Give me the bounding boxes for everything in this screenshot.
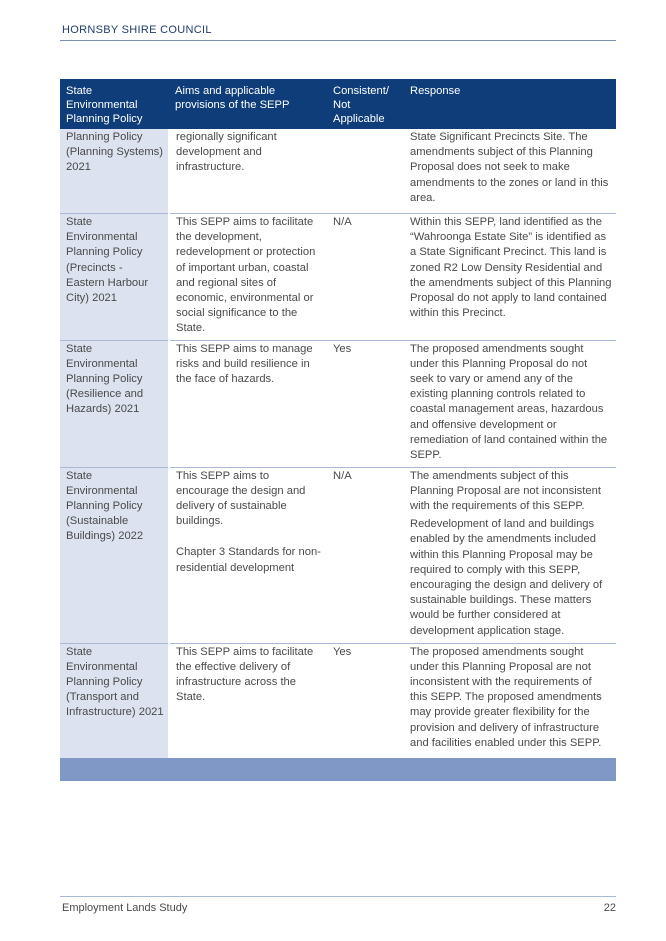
aims-cell	[169, 643, 327, 758]
aims-text: Chapter 3 Standards for non-residential development	[176, 546, 321, 574]
consistent-cell: N/A	[327, 467, 404, 643]
policy-cell: State Environmental Planning Policy (Resilience and Hazards) 2021	[60, 340, 169, 467]
aims-cell	[169, 340, 327, 467]
column-header-aims: Aims and applicable provisions of the SEPP	[169, 79, 327, 129]
response-cell	[404, 467, 616, 643]
table-row	[60, 467, 616, 643]
table-row	[60, 129, 616, 214]
page-number: 22	[603, 902, 616, 914]
column-header-policy: State Environmental Planning Policy	[60, 79, 169, 129]
consistent-cell: Yes	[333, 645, 352, 658]
aims-text: This SEPP aims to encourage the design and delivery of sustainable buildings.	[176, 469, 306, 528]
policy-cell: State Environmental Planning Policy (Transport and Infrastructure) 2021	[60, 643, 169, 758]
response-text: Within this SEPP, land identified as the “Wahroonga Estate Site” is identified as a State Significant Precinct. This land is zoned R2 Low Density Residential and the amendments subject of this Planning Proposal do not apply to land contained within this Precinct.	[410, 216, 612, 320]
aims-text: This SEPP aims to facilitate the effective delivery of infrastructure across the State.	[176, 645, 314, 704]
aims-text: This SEPP aims to facilitate the development, redevelopment or protection of important urban, coastal and regional sites of economic, environmental or social significance to the State.	[176, 216, 316, 335]
sepp-table	[60, 79, 616, 781]
response-cell	[404, 129, 616, 214]
table-footer-band	[60, 758, 616, 781]
table-row	[60, 643, 616, 758]
policy-cell: State Environmental Planning Policy (Precincts - Eastern Harbour City) 2021	[60, 214, 169, 341]
aims-text: regionally significant development and infrastructure.	[176, 131, 277, 174]
policy-cell: State Environmental Planning Policy (Sustainable Buildings) 2022	[60, 467, 169, 643]
footer-divider	[60, 896, 616, 897]
column-header-response: Response	[404, 79, 616, 129]
table-row	[60, 214, 616, 341]
header-divider	[60, 40, 616, 41]
table-footer-band-cell	[60, 758, 616, 781]
consistent-cell: Yes	[327, 340, 404, 467]
table-header-row	[60, 79, 616, 129]
response-text: The proposed amendments sought under this Planning Proposal are not inconsistent with the requirements of this SEPP. The proposed amendments may provide greater flexibility for the provision and delivery of infrastructure and facilities enabled under this SEPP.	[410, 645, 602, 749]
response-cell	[404, 340, 616, 467]
consistent-cell: N/A	[327, 214, 404, 341]
aims-cell	[169, 467, 327, 643]
document-title: Employment Lands Study	[62, 902, 188, 914]
consistent-cell	[327, 129, 404, 214]
response-cell	[404, 643, 616, 758]
aims-cell	[169, 129, 327, 214]
organisation-name: HORNSBY SHIRE COUNCIL	[62, 24, 212, 36]
policy-cell: Planning Policy (Planning Systems) 2021	[60, 129, 169, 214]
response-text: State Significant Precincts Site. The amendments subject of this Planning Proposal does not seek to make amendments to the zones or land in this area.	[410, 131, 609, 204]
table-row	[60, 340, 616, 467]
aims-cell	[169, 214, 327, 341]
response-text: The proposed amendments sought under this Planning Proposal do not seek to vary or amend any of the existing planning controls related to coastal management areas, hazardous and offensive development or remediation of land contained within the SEPP.	[410, 342, 608, 462]
response-text: Redevelopment of land and buildings enabled by the amendments included within this Planning Proposal may be required to comply with this SEPP, encouraging the design and delivery of sustainable buildings. These matters would be further considered at development application stage.	[410, 518, 603, 637]
response-text: The amendments subject of this Planning Proposal are not inconsistent with the requirements of this SEPP.	[410, 469, 601, 513]
column-header-consistent: Consistent/ Not Applicable	[327, 79, 404, 129]
response-cell	[404, 214, 616, 341]
aims-text: This SEPP aims to manage risks and build resilience in the face of hazards.	[176, 342, 313, 386]
